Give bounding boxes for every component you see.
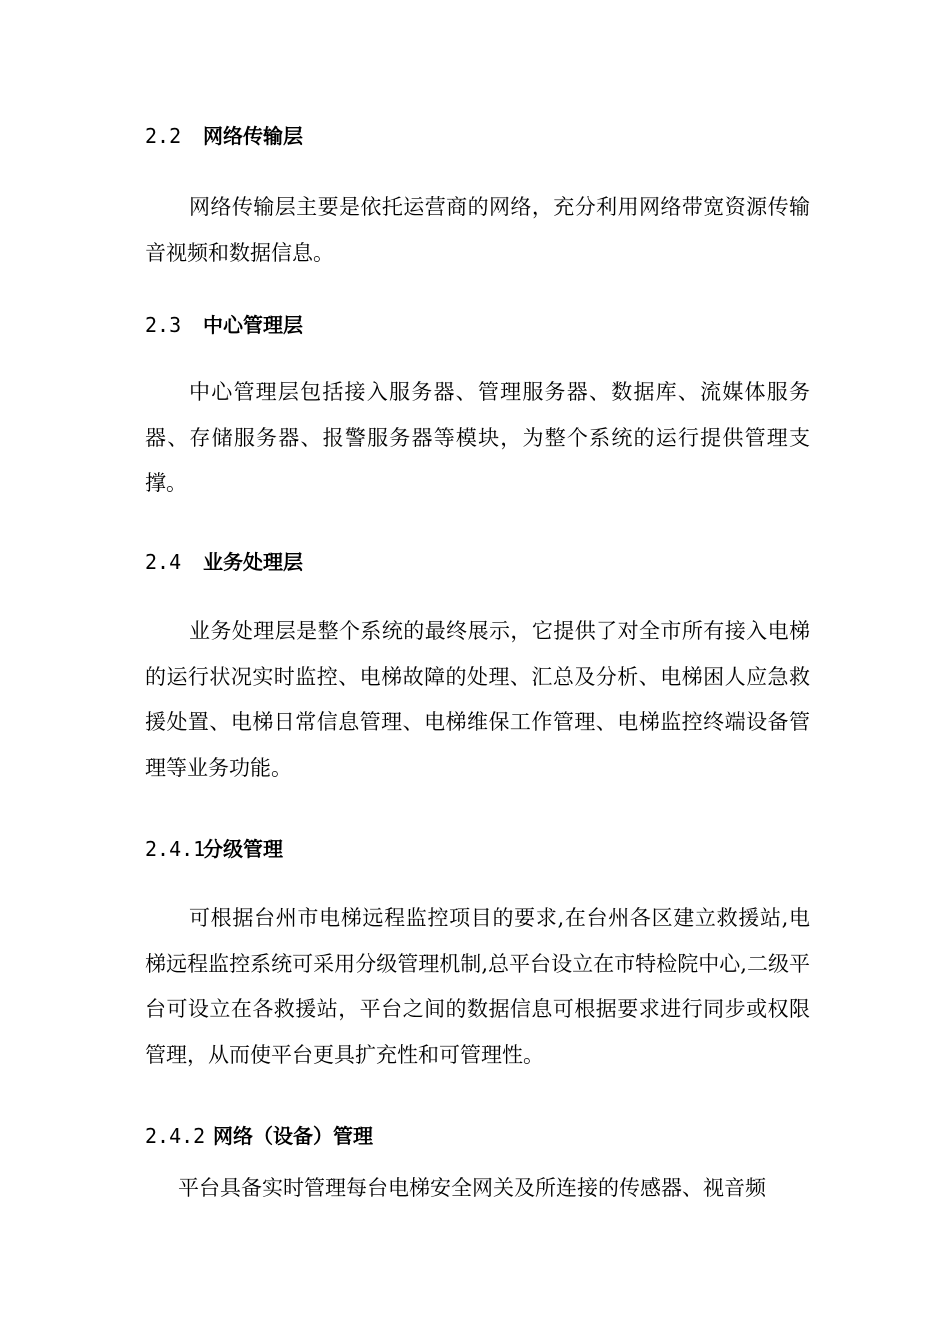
section-number: 2.3 bbox=[145, 313, 182, 337]
section-title: 业务处理层 bbox=[203, 550, 303, 574]
section-number: 2.4.1 bbox=[145, 837, 206, 861]
section-number: 2.4 bbox=[145, 550, 182, 574]
section-title: 分级管理 bbox=[203, 837, 283, 861]
section-number: 2.2 bbox=[145, 124, 182, 148]
section-heading-2-4-1 bbox=[145, 837, 283, 861]
section-heading-2-4-2 bbox=[145, 1124, 373, 1148]
section-heading-2-4 bbox=[145, 550, 303, 574]
section-title: 网络传输层 bbox=[203, 124, 303, 148]
section-paragraph-2-4-1: 可根据台州市电梯远程监控项目的要求,在台州各区建立救援站,电梯远程监控系统可采用分级管理机制,总平台设立在市特检院中心,二级平台可设立在各救援站，平台之间的数据信息可根据要求进行同步或权限管理，从而使平台更具扩充性和可管理性。 bbox=[145, 906, 810, 1067]
section-title: 中心管理层 bbox=[203, 313, 303, 337]
section-number: 2.4.2 bbox=[145, 1124, 206, 1148]
section-title: 网络（设备）管理 bbox=[213, 1124, 373, 1148]
section-paragraph-2-2: 网络传输层主要是依托运营商的网络，充分利用网络带宽资源传输音视频和数据信息。 bbox=[145, 195, 810, 265]
section-paragraph-2-4: 业务处理层是整个系统的最终展示，它提供了对全市所有接入电梯的运行状况实时监控、电梯故障的处理、汇总及分析、电梯困人应急救援处置、电梯日常信息管理、电梯维保工作管理、电梯监控终端设备管理等业务功能。 bbox=[145, 619, 810, 780]
section-paragraph-2-3: 中心管理层包括接入服务器、管理服务器、数据库、流媒体服务器、存储服务器、报警服务器等模块，为整个系统的运行提供管理支撑。 bbox=[145, 380, 810, 495]
section-heading-2-2 bbox=[145, 124, 303, 148]
section-heading-2-3 bbox=[145, 313, 303, 337]
section-paragraph-2-4-2: 平台具备实时管理每台电梯安全网关及所连接的传感器、视音频 bbox=[178, 1176, 766, 1200]
